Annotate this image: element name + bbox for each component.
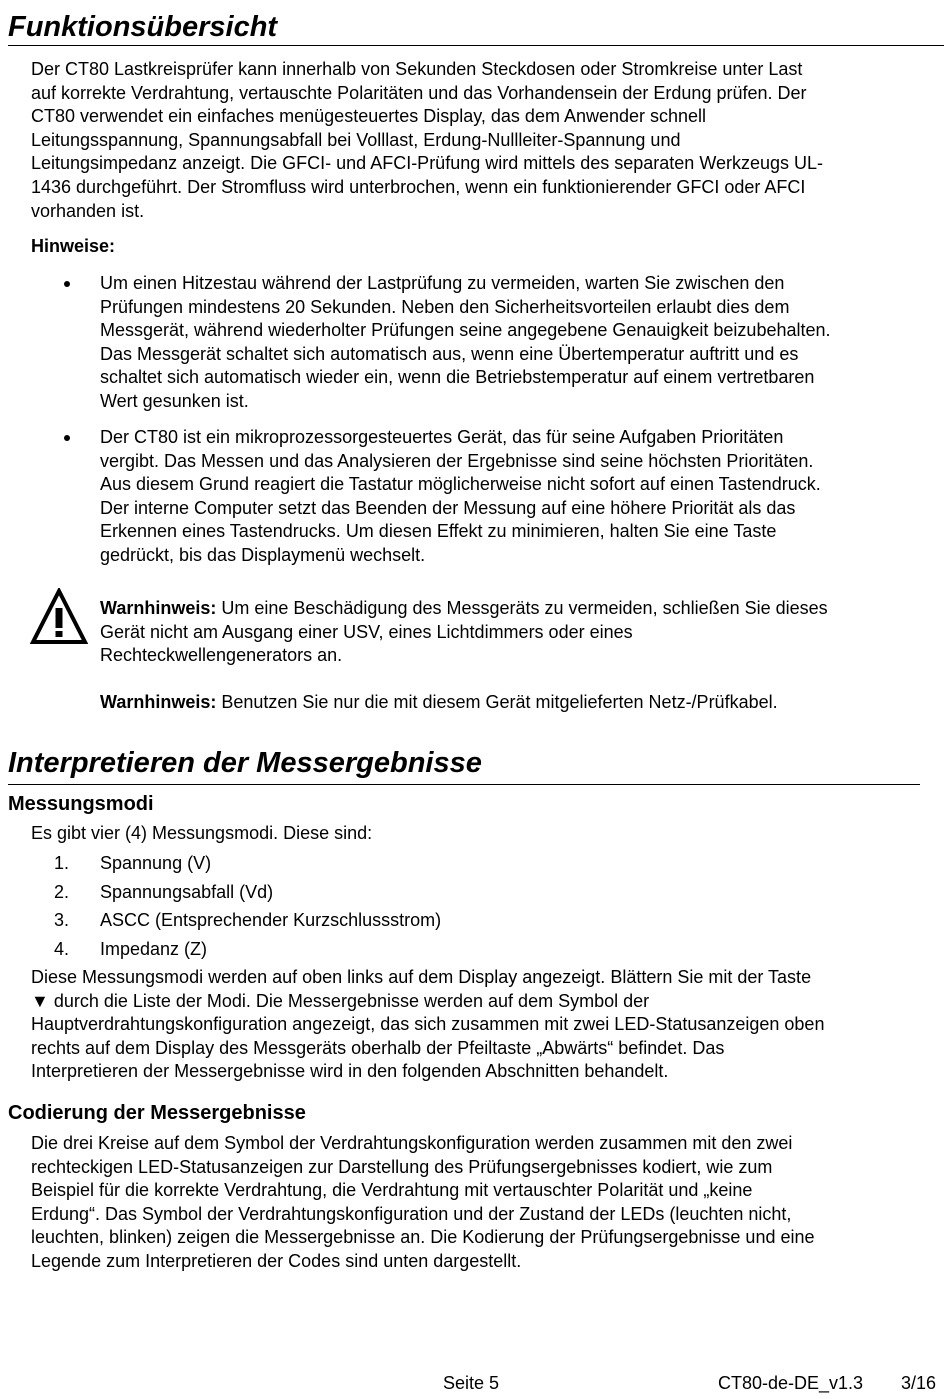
subsection-title-modes: Messungsmodi [8,793,154,815]
warning-note [100,691,945,715]
coding-paragraph: Die drei Kreise auf dem Symbol der Verdrahtungskonfiguration werden zusammen mit den zwei rechteckigen LED-Statusanzeigen zur Darstellung des Prüfungsergebnisses kodiert, wie zum Beispiel für die korrekte Verdrahtung, die Verdrahtung mit vertauschter Polarität und „keine Erdung“. Das Symbol der Verdrahtungskonfiguration und der Zustand der LEDs (leuchten nicht, leuchten, blinken) zeigen die Messergebnisse an. Die Kodierung der Prüfungsergebnisse und eine Legende zum Interpretieren der Codes sind unten dargestellt. [31,1133,815,1271]
document-id: CT80-de-DE_v1.3 [718,1373,864,1393]
list-number: 3. [54,910,70,930]
modes-description: Diese Messungsmodi werden auf oben links auf dem Display angezeigt. Blättern Sie mit der Taste ▼ durch die Liste der Modi. Die Messergebnisse werden auf dem Symbol der Hauptverdrahtungskonfiguration angezeigt, das sich zusammen mit zwei LED-Statusanzeigen oben rechts auf dem Display des Messgeräts oberhalb der Pfeiltaste „Abwärts“ befindet. Das Interpretieren der Messergebnisse wird in den folgenden Abschnitten behandelt. [31,967,825,1082]
list-number: 1. [54,853,70,873]
page-count: 3/16 [901,1373,937,1393]
list-number: 4. [54,939,70,959]
bullet-icon [64,435,70,441]
intro-paragraph: Der CT80 Lastkreisprüfer kann innerhalb von Sekunden Steckdosen oder Stromkreise unter Last auf korrekte Verdrahtung, vertauschte Polaritäten und das Vorhandensein der Erdung prüfen. Der CT80 verwendet ein einfaches menügesteuertes Display, das dem Anwender schnell Leitungsspannung, Spannungsabfall bei Volllast, Erdung-Nullleiter-Spannung und Leitungsimpedanz anzeigt. Die GFCI- und AFCI-Prüfung wird mittels des separaten Werkzeugs UL- 1436 durchgeführt. Der Stromfluss wird unterbrochen, wenn ein funktionierender GFCI oder AFCI vorhanden ist. [31,59,824,221]
list-item: ASCC (Entsprechender Kurzschlussstrom) [100,910,442,930]
list-item: Spannung (V) [100,853,212,873]
heading-rule [8,45,944,46]
list-item: Impedanz (Z) [100,939,208,959]
warning-text: Benutzen Sie nur die mit diesem Gerät mitgelieferten Netz-/Prüfkabel. [216,692,778,712]
list-item: Der CT80 ist ein mikroprozessorgesteuertes Gerät, das für seine Aufgaben Prioritäten vergibt. Das Messen und das Analysieren der Ergebnisse sind seine höchsten Prioritäten. Aus diesem Grund reagiert die Tastatur möglicherweise nicht sofort auf einen Tastendruck. Der interne Computer setzt das Beenden der Messung auf eine höhere Priorität als das Erkennen eines Tastendrucks. Um diesen Effekt zu minimieren, halten Sie eine Taste gedrückt, bis das Displaymenü wechselt. [100,427,821,565]
list-number: 2. [54,882,70,902]
bullet-icon [64,281,70,287]
warning-triangle-icon [30,588,88,646]
warning-text: Um eine Beschädigung des Messgeräts zu vermeiden, schließen Sie dieses [216,598,828,618]
subsection-title-coding: Codierung der Messergebnisse [8,1102,306,1124]
heading-rule [8,784,920,785]
section-title-overview: Funktionsübersicht [8,11,278,43]
list-item: Um einen Hitzestau während der Lastprüfung zu vermeiden, warten Sie zwischen den Prüfungen mindestens 20 Sekunden. Neben den Sicherheitsvorteilen erlaubt dies dem Messgerät, während wiederholter Prüfungen seine angegebene Genauigkeit beizubehalten. Das Messgerät schaltet sich automatisch aus, wenn eine Übertemperatur auftritt und es schaltet sich automatisch wieder ein, wenn die Betriebstemperatur auf einem vertretbaren Wert gesunken ist. [100,273,831,411]
warning-note: Warnhinweis: Um eine Beschädigung des Messgeräts zu vermeiden, schließen Sie dieses Gerät nicht am Ausgang einer USV, eines Lichtdimmers oder eines Rechteckwellengenerators an. [100,598,828,666]
notes-label: Hinweise: [31,236,116,256]
section-title-interpretation: Interpretieren der Messergebnisse [8,747,482,779]
warning-label: Warnhinweis: [100,692,217,712]
modes-intro: Es gibt vier (4) Messungsmodi. Diese sind: [31,823,373,843]
page-number: Seite 5 [443,1373,500,1393]
warning-label: Warnhinweis: [100,598,217,618]
list-item: Spannungsabfall (Vd) [100,882,274,902]
